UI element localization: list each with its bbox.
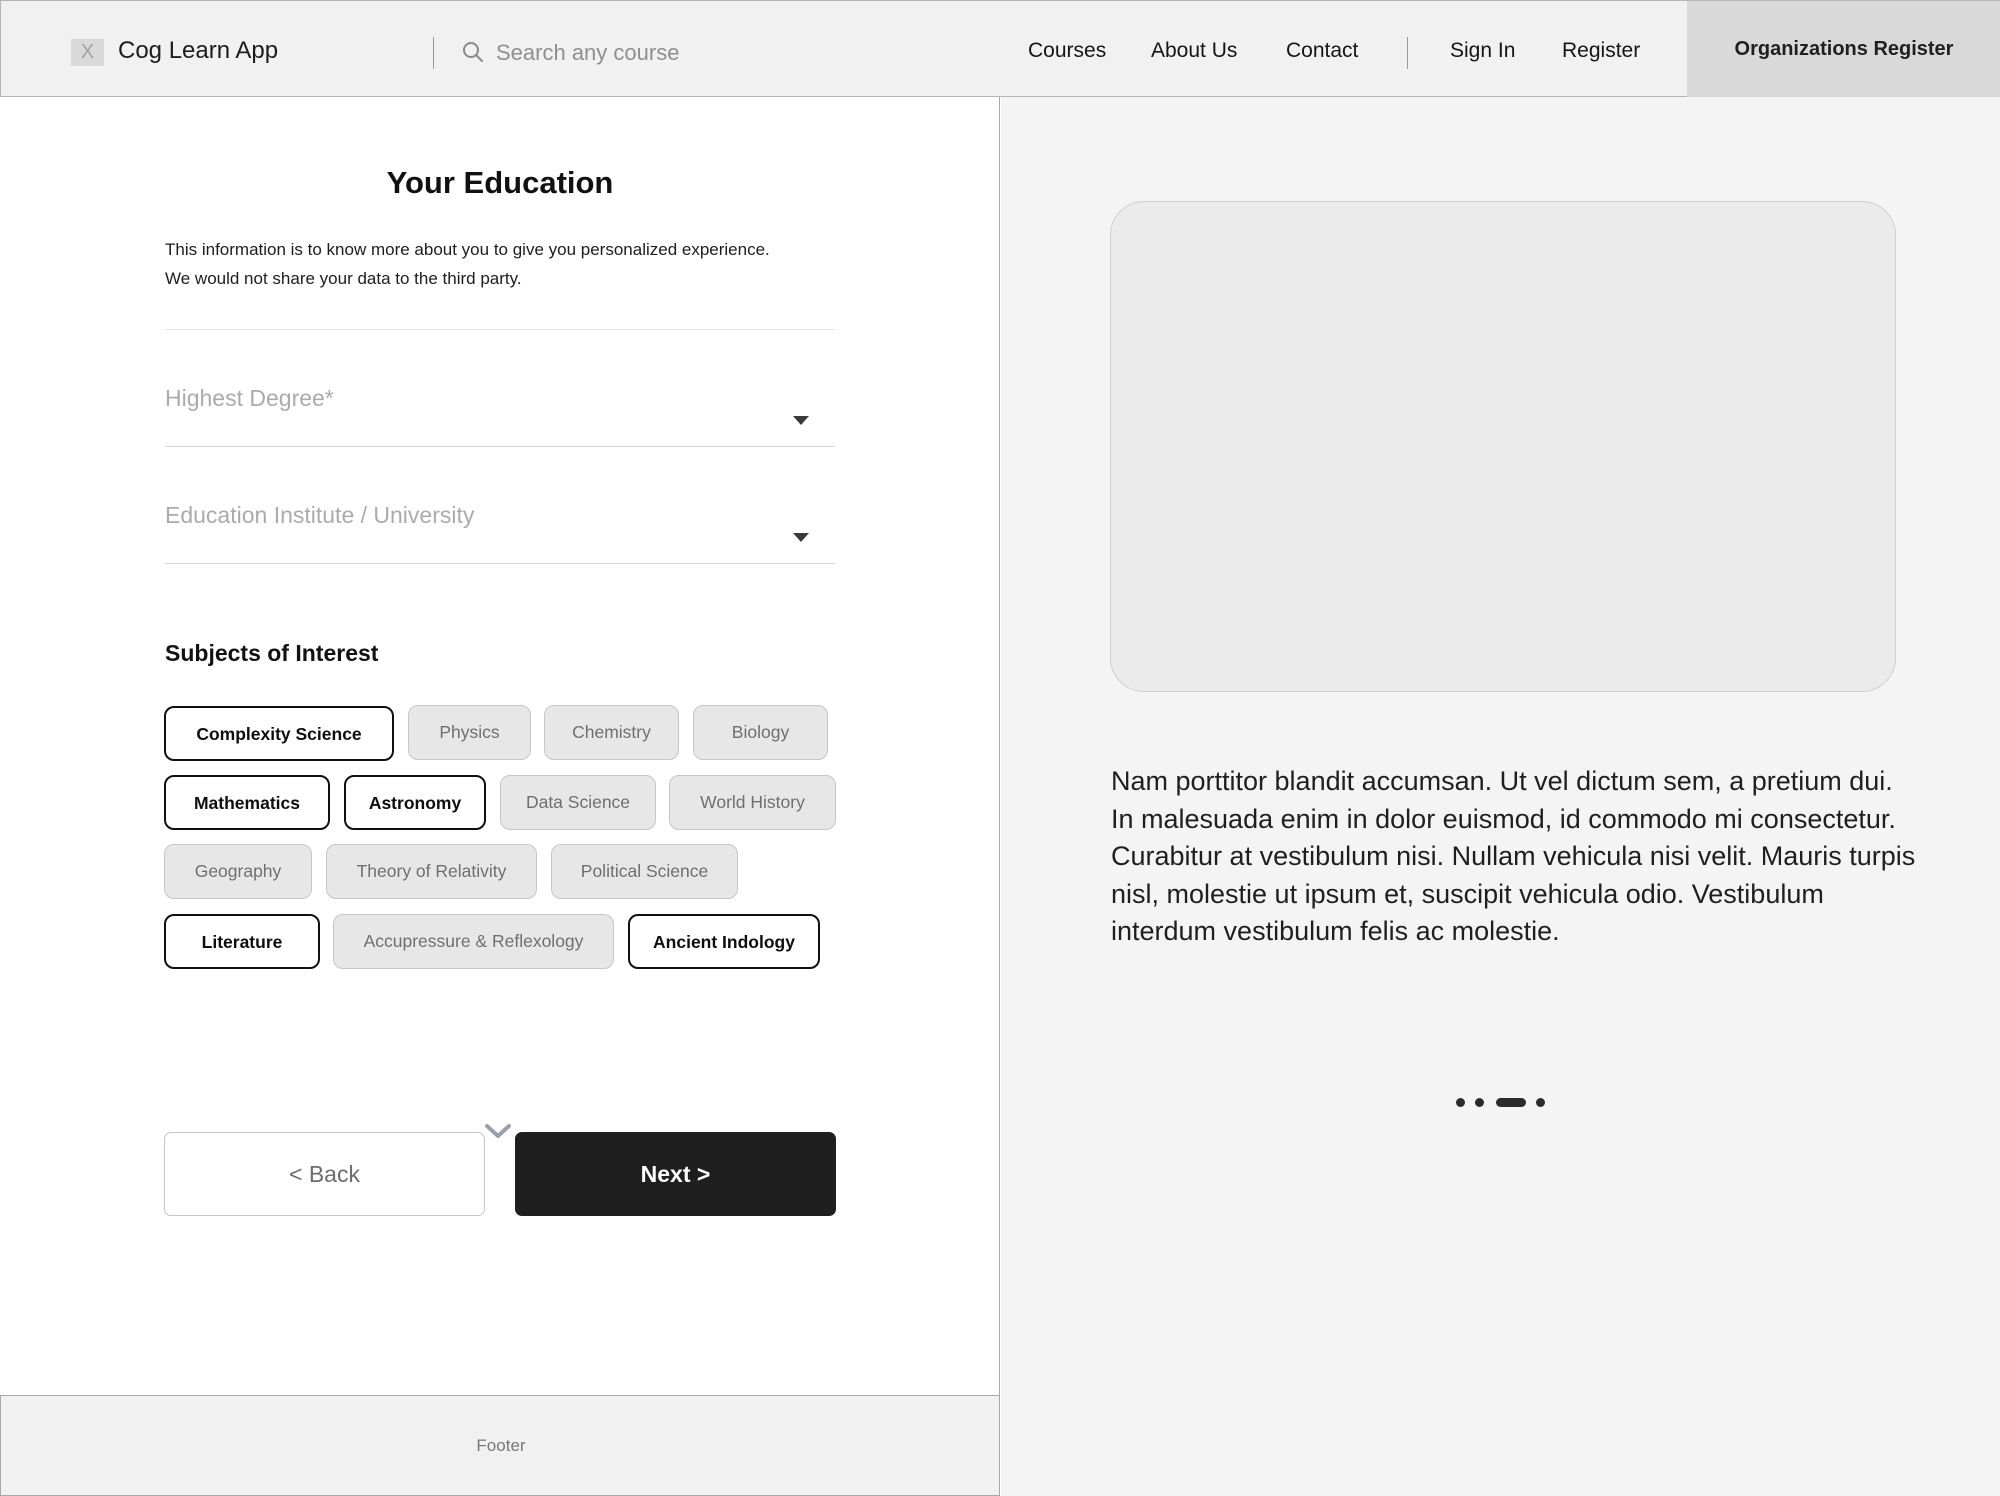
subject-chip-geography[interactable]: Geography (164, 844, 312, 899)
logo-icon[interactable]: X (71, 39, 104, 66)
nav-contact[interactable]: Contact (1286, 39, 1359, 62)
carousel-dot-2[interactable] (1475, 1098, 1484, 1107)
header-divider (433, 37, 434, 69)
form-description-line-2: We would not share your data to the third party. (165, 269, 522, 288)
search-icon (461, 40, 485, 64)
top-navbar (0, 0, 2000, 97)
subject-chip-ancient-indology[interactable]: Ancient Indology (628, 914, 820, 969)
page-title: Your Education (386, 165, 614, 200)
carousel-dot-1[interactable] (1456, 1098, 1465, 1107)
back-button[interactable]: < Back (164, 1132, 485, 1216)
form-description (165, 235, 865, 293)
footer (0, 1395, 1000, 1496)
dropdown-caret-icon (793, 416, 809, 425)
education-form-pane (0, 97, 1000, 1395)
nav-register[interactable]: Register (1562, 39, 1641, 62)
chevron-down-icon[interactable] (483, 1121, 513, 1143)
info-side-panel (1001, 97, 2000, 1496)
nav-about-us[interactable]: About Us (1151, 39, 1238, 62)
subject-chip-biology[interactable]: Biology (693, 705, 828, 760)
carousel-dot-3-active[interactable] (1496, 1098, 1526, 1107)
subject-chip-complexity-science[interactable]: Complexity Science (164, 706, 394, 761)
app-name[interactable]: Cog Learn App (118, 37, 279, 64)
highest-degree-label: Highest Degree* (165, 385, 334, 411)
carousel-indicators (1456, 1098, 1556, 1112)
search-input[interactable] (496, 37, 876, 69)
subjects-of-interest-heading: Subjects of Interest (165, 640, 379, 666)
subject-chip-physics[interactable]: Physics (408, 705, 531, 760)
footer-text: Footer (476, 1436, 526, 1455)
subject-chip-theory-of-relativity[interactable]: Theory of Relativity (326, 844, 537, 899)
subject-chip-literature[interactable]: Literature (164, 914, 320, 969)
subject-chip-chemistry[interactable]: Chemistry (544, 705, 679, 760)
subject-chip-mathematics[interactable]: Mathematics (164, 775, 330, 830)
subject-chip-world-history[interactable]: World History (669, 775, 836, 830)
education-institute-select[interactable] (165, 484, 835, 564)
subject-chip-accupressure-reflexology[interactable]: Accupressure & Reflexology (333, 914, 614, 969)
next-button[interactable]: Next > (515, 1132, 836, 1216)
nav-courses[interactable]: Courses (1028, 39, 1107, 62)
education-institute-label: Education Institute / University (165, 502, 475, 528)
image-placeholder (1110, 201, 1896, 692)
form-description-line-1: This information is to know more about you to give you personalized experience. (165, 240, 770, 259)
side-panel-text: Nam porttitor blandit accumsan. Ut vel dictum sem, a pretium dui. In malesuada enim in dolor euismod, id commodo mi consectetur. Curabitur at vestibulum nisi. Nullam vehicula nisi velit. Mauris turpis nisl, molestie ut ipsum et, suscipit vehicula odio. Vestibulum interdum vestibulum felis ac molestie. (1111, 766, 1916, 946)
subject-chip-data-science[interactable]: Data Science (500, 775, 656, 830)
section-divider (165, 329, 835, 330)
nav-sign-in[interactable]: Sign In (1450, 39, 1516, 62)
subject-chip-astronomy[interactable]: Astronomy (344, 775, 486, 830)
highest-degree-select[interactable] (165, 367, 835, 447)
carousel-dot-4[interactable] (1536, 1098, 1545, 1107)
dropdown-caret-icon (793, 533, 809, 542)
subject-chip-political-science[interactable]: Political Science (551, 844, 738, 899)
organizations-register-button[interactable]: Organizations Register (1687, 1, 2000, 98)
nav-divider (1407, 37, 1408, 69)
